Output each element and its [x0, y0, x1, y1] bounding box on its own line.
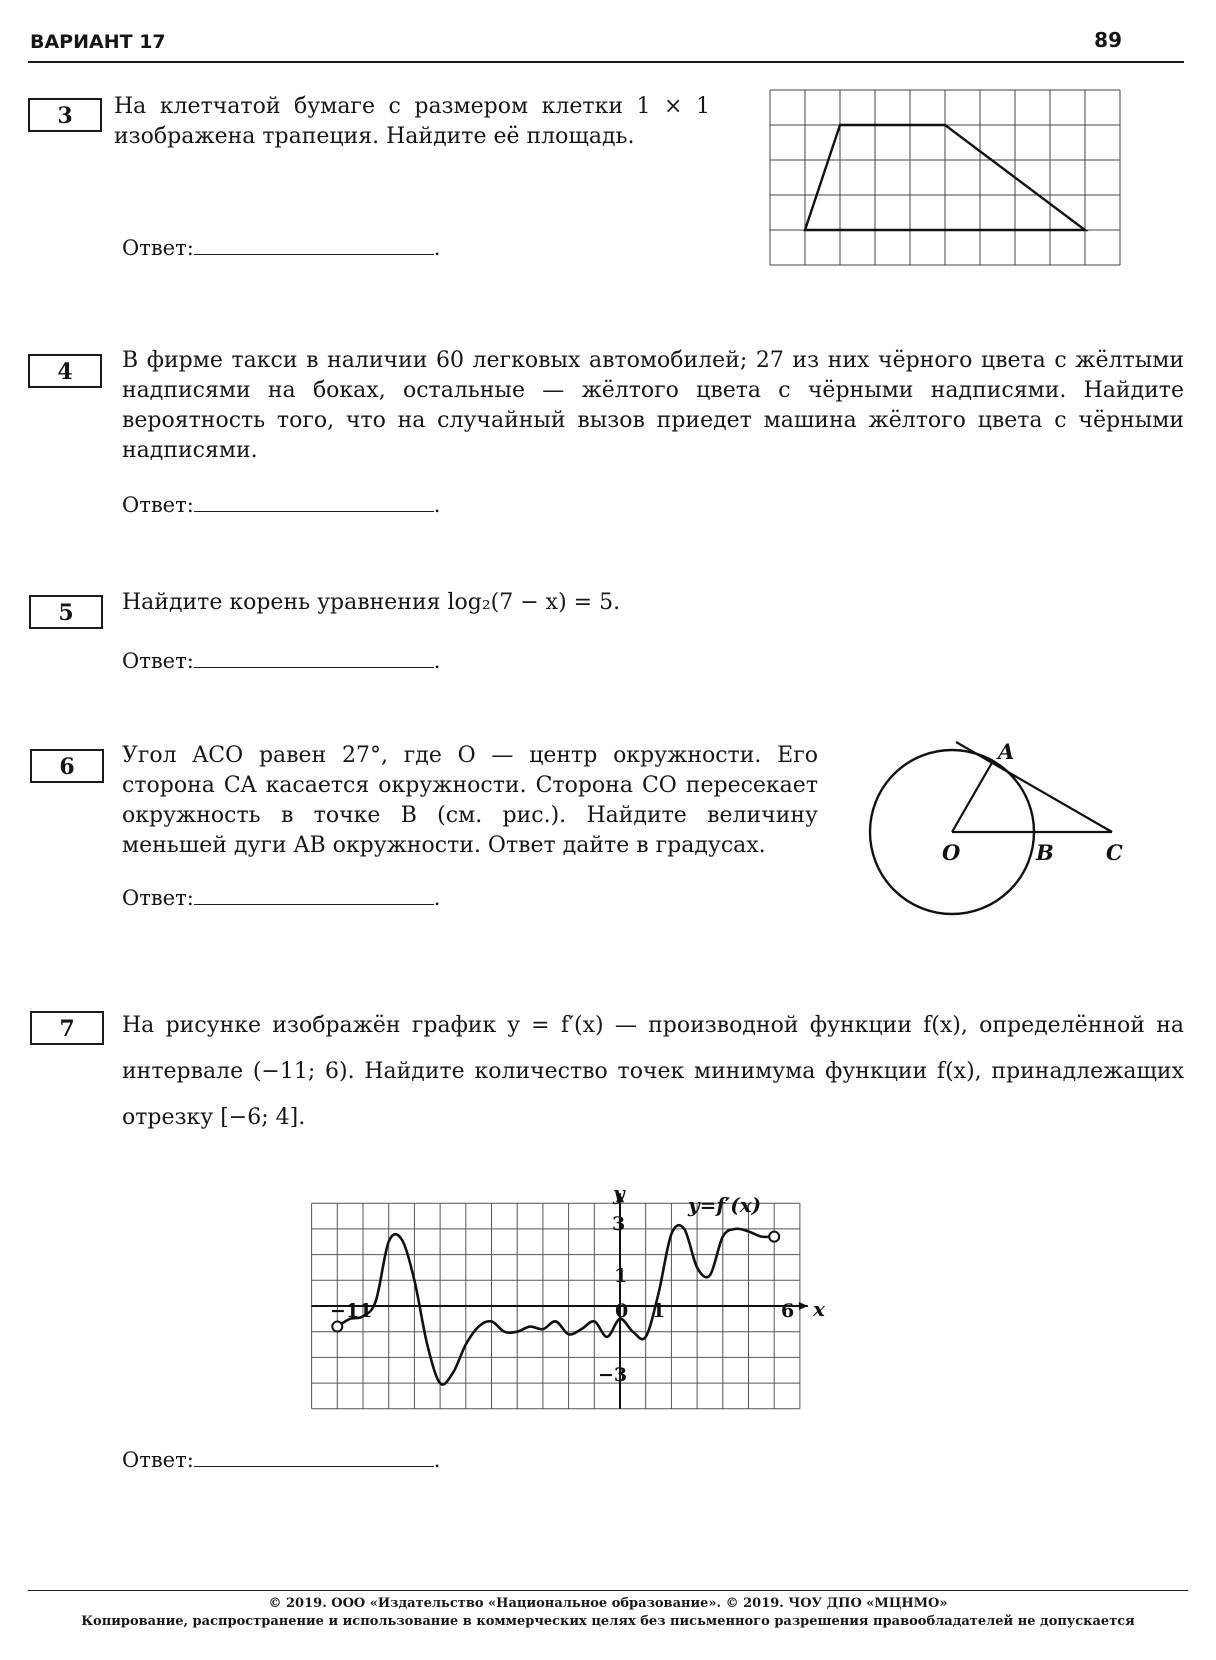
- answer-label: Ответ:: [122, 236, 194, 260]
- answer-label: Ответ:: [122, 493, 194, 517]
- problem-5-answer[interactable]: Ответ: .: [122, 649, 441, 673]
- open-endpoint-left: [332, 1322, 342, 1332]
- label-A: A: [998, 739, 1015, 764]
- footer-rule: [28, 1590, 1188, 1591]
- answer-label: Ответ:: [122, 1448, 194, 1472]
- problem-3-answer[interactable]: Ответ: .: [122, 236, 441, 260]
- graph-axes: [312, 1193, 808, 1409]
- tick-x1: 1: [652, 1300, 666, 1322]
- tick-xm11: −11: [330, 1300, 373, 1322]
- tick-ym3: −3: [598, 1364, 628, 1386]
- problem-7-text: На рисунке изображён график y = f′(x) — производной функции f(x), определённой на интервале (−11; 6). Найдите количество точек минимума функции f(x), принадлежащих отрезку [−6; 4].: [122, 1013, 1184, 1130]
- tick-y1: 1: [614, 1265, 628, 1287]
- answer-line[interactable]: [194, 651, 434, 668]
- open-endpoint-right: [769, 1232, 779, 1242]
- problem-6-number: 6: [30, 749, 104, 783]
- curve-label: y=f′(x): [688, 1193, 762, 1217]
- header-rule: [28, 61, 1184, 63]
- derivative-curve: [337, 1225, 774, 1384]
- footer-notice: Копирование, распространение и использование в коммерческих целях без письменного разрешения правообладателей не допускается: [81, 1614, 1135, 1629]
- problem-7-answer[interactable]: Ответ: .: [122, 1448, 441, 1472]
- tick-x6: 6: [781, 1300, 795, 1322]
- problem-3-figure: [769, 89, 1122, 269]
- problem-4-number: 4: [28, 354, 102, 388]
- problem-3-text: На клетчатой бумаге с размером клетки 1 × 1 изображена трапеция. Найдите её площадь.: [114, 94, 710, 149]
- problem-3-number: 3: [28, 98, 102, 132]
- problem-6-figure: [860, 730, 1140, 930]
- x-axis-arrow: [799, 1302, 808, 1310]
- answer-line[interactable]: [194, 1450, 434, 1467]
- answer-label: Ответ:: [122, 886, 194, 910]
- answer-label: Ответ:: [122, 649, 194, 673]
- variant-title: ВАРИАНТ 17: [30, 31, 166, 53]
- label-C: C: [1106, 840, 1123, 865]
- problem-6-answer[interactable]: Ответ: .: [122, 886, 441, 910]
- x-axis-label: x: [813, 1297, 825, 1321]
- label-B: B: [1036, 840, 1054, 865]
- tick-y3: 3: [612, 1213, 626, 1235]
- tick-x0: 0: [615, 1300, 629, 1322]
- y-axis-label: y: [613, 1181, 625, 1205]
- problem-5-number: 5: [29, 595, 103, 629]
- segment-OA: [952, 761, 993, 832]
- problem-7-graph: [310, 1178, 850, 1418]
- problem-6-text: Угол ACO равен 27°, где O — центр окружности. Его сторона CA касается окружности. Сторона CO пересекает окружность в точке B (см. рис.). Найдите величину меньшей дуги AB окружности. Ответ дайте в градусах.: [122, 743, 818, 858]
- answer-line[interactable]: [194, 238, 434, 255]
- problem-4-text: В фирме такси в наличии 60 легковых автомобилей; 27 из них чёрного цвета с жёлтыми надписями на боках, остальные — жёлтого цвета с чёрными надписями. Найдите вероятность того, что на случайный вызов приедет машина жёлтого цвета с чёрными надписями.: [122, 348, 1184, 463]
- footer-copyright: © 2019. ООО «Издательство «Национальное образование». © 2019. ЧОУ ДПО «МЦНМО»: [268, 1596, 948, 1611]
- problem-7-number: 7: [30, 1011, 104, 1045]
- label-O: O: [942, 840, 961, 865]
- answer-line[interactable]: [194, 888, 434, 905]
- page-number: 89: [1094, 28, 1122, 52]
- problem-4-answer[interactable]: Ответ: .: [122, 493, 441, 517]
- answer-line[interactable]: [194, 495, 434, 512]
- problem-5-text: Найдите корень уравнения log₂(7 − x) = 5.: [122, 590, 621, 615]
